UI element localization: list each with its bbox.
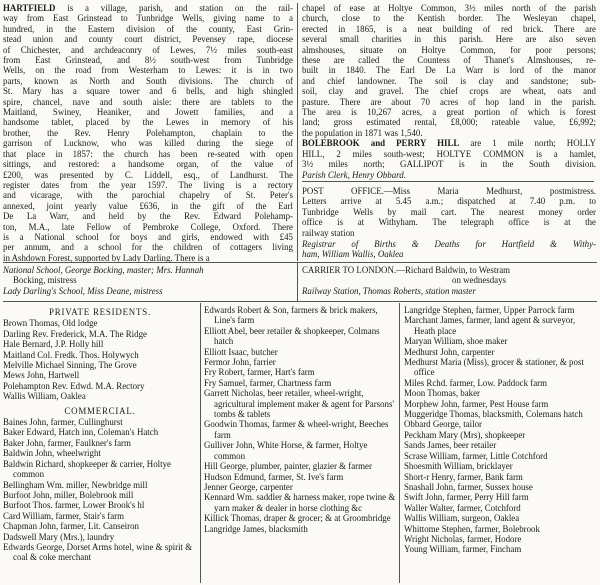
intro-right-line: church, close to the Kentish border. The Wesleyan chapel,: [302, 13, 596, 24]
commercial-entry: Miles Rchd. farmer, Low. Paddock farm: [404, 377, 547, 388]
intro-left-line: De La Warr, and held by the Rev. Edward Polehamp-: [3, 211, 293, 222]
intro-left-line: hundred, in the Eastern division of the county, East Grin-: [3, 23, 293, 34]
commercial-entry: Scrase William, farmer, Little Cotchford: [404, 450, 548, 461]
school-line: National School, George Bocking, master; Mrs. Hannah: [3, 265, 204, 275]
residents-column: [3, 305, 197, 563]
commercial-entry: Whittome Stephen, farmer, Bolebrook: [404, 523, 540, 534]
commercial-entry: Fry Robert, farmer, Hart's farm: [204, 367, 315, 378]
post-office-line: Letters arrive at 5.45 a.m.; dispatched at 7.40 p.m. to: [302, 196, 596, 207]
intro-right-column: [302, 3, 596, 180]
commercial-entry: Snashall John, farmer, Sussex house: [404, 481, 533, 492]
intro-right-line: several small charities in this parish. Here are also seven: [302, 34, 596, 45]
commercial-entry: Moon Thomas, baker: [404, 388, 481, 399]
carrier-block: [302, 265, 596, 296]
private-resident-entry: Polehampton Rev. Edwd. M.A. Rectory: [3, 380, 145, 391]
private-resident-entry: Hale Bernard, J.P. Holly hill: [3, 339, 104, 350]
post-office-line: POST OFFICE.—Miss Maria Medhurst, postmistress.: [302, 186, 596, 196]
carrier-line: CARRIER TO LONDON.—Richard Baldwin, to Westram: [302, 265, 511, 275]
commercial-entry: Bellingham Wm. miller, Newbridge mill: [3, 479, 148, 490]
commercial-entry: Fermor John, farrier: [204, 357, 276, 368]
private-resident-entry: Maitland Col. Fredk. Thos. Holywych: [3, 349, 139, 360]
commercial-entry: Medhurst Maria (Miss), grocer & stationer, & post office: [404, 357, 584, 378]
intro-left-line: brother, the Rev. Henry Polehampton, chaplain to the: [3, 127, 293, 138]
intro-left-line: register dates from the year 1597. The living is a rectory: [3, 179, 293, 190]
commercial-entry: Langridge James, blacksmith: [204, 523, 308, 534]
commercial-entry: Baines John, farmer, Cullinghurst: [3, 417, 123, 428]
intro-right-line: land; gross estimated rental, £8,000; rateable value, £6,992;: [302, 117, 596, 128]
intro-left-line: stead union and county court district, Pevensey rape, diocese: [3, 34, 293, 45]
commercial-entry: Hill George, plumber, painter, glazier & farmer: [204, 461, 372, 472]
commercial-entry: Swift John, farmer, Perry Hill farm: [404, 492, 529, 503]
commercial-entry: Wallis William, surgeon, Oaklea: [404, 513, 520, 524]
intro-right-line: and chief landowner. The soil is clay and sandstone; sub-: [302, 75, 596, 86]
private-residents-heading: PRIVATE RESIDENTS.: [48, 307, 151, 317]
commercial-entry: Killick Thomas, draper & grocer; & at Groombridge: [204, 513, 391, 524]
intro-left-line: way from East Grinstead to Tunbridge Wells, giving name to a: [3, 13, 293, 24]
school-line: Lady Darling's School, Miss Deane, mistress: [3, 285, 163, 296]
commercial-entry: Edwards Robert & Son, farmers & brick makers, Line's farm: [204, 305, 378, 326]
intro-right-line: The area is 10,267 acres, a great portion of which is forest: [302, 107, 596, 118]
column-rule-top: [297, 3, 298, 261]
commercial-entry: Garrett Nicholas, beer retailer, wheel-wright, agricultural implement maker & agent for Parsons' tombs & tablets: [204, 388, 395, 420]
commercial-entry: Elliott Abel, beer retailer & shopkeeper, Colmans hatch: [204, 325, 380, 347]
post-office-line: railway station: [302, 227, 355, 238]
intro-left-column: [3, 3, 293, 263]
intro-left-line: spire, chancel, nave and south aisle: there are tablets to the: [3, 96, 293, 107]
carrier-line: Railway Station, Thomas Roberts, station master: [302, 285, 476, 296]
commercial-entry: Edwards George, Dorset Arms hotel, wine & spirit & coal & coke merchant: [3, 541, 193, 563]
commercial-entry: Marchant James, farmer, land agent & surveyor, Heath place: [404, 315, 576, 336]
commercial-entry: Burfoot Thos. farmer, Lower Brook's hl: [3, 500, 145, 511]
commercial-entry: Baker John, farmer, Faulkner's farm: [3, 437, 131, 448]
intro-left-line: Maitland, Swiney, Heaniker, and Jowett families, and a: [3, 107, 293, 118]
column-rule-mid: [297, 263, 298, 301]
private-resident-entry: Melville Michael Sinning, The Grove: [3, 360, 137, 371]
post-office-line: Tunbridge Wells by mail cart. The nearest money order: [302, 206, 596, 217]
commercial-entry: Goodwin Thomas, farmer & wheel-wright, Beeches farm: [204, 419, 389, 440]
commercial-entry: Hudson Edmund, farmer, St. Ive's farm: [204, 471, 344, 482]
intro-left-line: Wells, on the road from Westerham to Lewes: it is in two: [3, 65, 293, 76]
private-resident-entry: Mews John, Hartwell: [3, 370, 80, 381]
intro-left-line: in Ashdown Forest, supported by Lady Darling. There is a: [3, 252, 210, 263]
commercial-entry: Shoesmith William, bricklayer: [404, 461, 513, 472]
commercial-entry: Langridge Stephen, farmer, Upper Parrock farm: [404, 305, 575, 315]
column-rule-list-1: [200, 303, 201, 583]
intro-right-line: soil, clay and gravel. The chief crops are wheat, oats and: [302, 86, 596, 97]
intro-right-line: chapel of ease at Holtye Common, 3½ miles north of the parish: [302, 3, 596, 13]
commercial-entry: Young William, farmer, Fincham: [404, 544, 522, 555]
registrar-line: Registrar of Births & Deaths for Hartfield & Withy-: [302, 239, 596, 249]
commercial-entry: Short-r Henry, farmer, Bank farm: [404, 471, 523, 482]
commercial-heading: COMMERCIAL.: [64, 405, 136, 416]
commercial-entry: Elliott Isaac, butcher: [204, 346, 278, 357]
intro-left-line: parts, known as North and South divisions. The church of: [3, 75, 293, 86]
commercial-entry: Wright Nicholas, farmer, Hodore: [404, 533, 522, 544]
commercial-entry: Morphew John, farmer, Pest House farm: [404, 398, 549, 409]
commercial-entry: Sands James, beer retailer: [404, 440, 497, 451]
private-resident-entry: Darling Rev. Frederick, M.A. The Ridge: [3, 328, 147, 339]
intro-left-line: garrison of Lucknow, who was killed during the siege of: [3, 138, 293, 149]
intro-left-line: £200, was presented by C. Liddell, esq., of Landhurst. The: [3, 169, 293, 180]
intro-left-line: sittings, and restored: a handsome organ, of the value of: [3, 159, 293, 170]
intro-left-line: St. Mary has a square tower and 6 bells, and high shingled: [3, 86, 293, 97]
commercial-entry: Fry Samuel, farmer, Chartness farm: [204, 377, 332, 388]
commercial-entry: Dadswell Mary (Mrs.), laundry: [3, 531, 115, 542]
registrar-block: [302, 239, 596, 260]
intro-right-line: HILL, 2 miles south-west; HOLTYE COMMON is a hamlet,: [302, 148, 596, 159]
carrier-line: on wednesdays: [452, 275, 506, 286]
intro-left-line: of Chichester, and archdeaconry of Lewes, 7½ miles south-east: [3, 44, 293, 55]
intro-left-line: handsome tablet, placed by the Lewes in memory of his: [3, 117, 293, 128]
intro-left-line: that place in 1857: the church has been re-seated with open: [3, 148, 293, 159]
commercial-entry: Maryan William, shoe maker: [404, 336, 508, 347]
column-rule-list-2: [399, 303, 400, 583]
intro-left-line: HARTFIELD is a village, parish, and station on the rail-: [3, 3, 293, 13]
commercial-entry: Kennard Wm. saddler & harness maker, rope twine & yarn maker & dealer in horse clothing &c: [204, 492, 396, 513]
rule-lists: [3, 301, 597, 302]
commercial-column-2: [204, 305, 396, 534]
intro-right-line: Parish Clerk, Henry Obbard.: [302, 169, 406, 180]
commercial-entry: Card William, farmer, Stair's farm: [3, 510, 124, 521]
intro-right-line: these are called the Countess of Thanet's Almshouses, re-: [302, 55, 596, 66]
intro-left-line: and vicarage, with the parochial chapelry of St. Peter's: [3, 190, 293, 201]
intro-left-line: ton, M.A., late Fellow of Pembroke College, Oxford. There: [3, 221, 293, 232]
registrar-line: ham, William Wallis, Oaklea: [302, 249, 404, 260]
commercial-entry: Gulliver John, White Horse, & farmer, Holtye common: [204, 440, 368, 461]
rule-po-top: [302, 181, 594, 182]
commercial-entry: Peckham Mary (Mrs), shopkeeper: [404, 429, 526, 440]
post-office-line: office is at Withyham. The telegraph office is at the: [302, 217, 596, 228]
intro-right-line: built in 1840. The Earl De La Warr is lord of the manor: [302, 65, 596, 76]
intro-right-line: erected in 1865, is a neat building of red brick. There are: [302, 23, 596, 34]
intro-right-line: pasture. There are about 70 acres of hop land in the parish.: [302, 96, 596, 107]
commercial-entry: Burfoot John, miller, Bolebrook mill: [3, 489, 134, 500]
intro-right-line: BOLEBROOK and PERRY HILL are 1 mile north; HOLLY: [302, 138, 596, 149]
commercial-entry: Medhurst John, carpenter: [404, 346, 495, 357]
commercial-entry: Baldwin John, wheelwright: [3, 448, 101, 459]
private-resident-entry: Wallis William, Oaklea: [3, 391, 86, 402]
intro-left-line: annexed, joint yearly value £636, in the gift of the Earl: [3, 200, 293, 211]
commercial-entry: Waller Walter, farmer, Cotchford: [404, 502, 521, 513]
commercial-entry: Baldwin Richard, shopkeeper & carrier, Holtye common: [3, 458, 171, 480]
commercial-entry: Muggeridge Thomas, blacksmith, Colemans hatch: [404, 409, 583, 420]
commercial-column-3: [404, 305, 597, 555]
school-line: Bocking, mistress: [13, 275, 77, 286]
school-block: [3, 265, 293, 296]
commercial-entry: Obbard George, tailor: [404, 419, 482, 430]
intro-left-line: from East Grinstead, and 8½ south-west from Tunbridge: [3, 55, 293, 66]
intro-right-line: the population in 1871 was 1,540.: [302, 127, 423, 138]
intro-left-line: is a National school for boys and girls, endowed with £45: [3, 231, 293, 242]
post-office-block: [302, 186, 596, 238]
intro-right-line: almshouses, situate on Holtye Common, for poor persons;: [302, 44, 596, 55]
commercial-entry: Chapman John, farmer, Lit. Canseiron: [3, 521, 139, 532]
private-resident-entry: Brown Thomas, Old lodge: [3, 318, 98, 329]
commercial-entry: Baker Edward, Hatch inn, Coleman's Hatch: [3, 427, 159, 438]
rule-mid: [3, 262, 597, 263]
commercial-entry: Jenner George, carpenter: [204, 481, 293, 492]
intro-left-line: per annum, and a school for the children of cottagers living: [3, 242, 293, 253]
intro-right-line: 3½ miles north; GALLIPOT is in the South division.: [302, 159, 596, 170]
